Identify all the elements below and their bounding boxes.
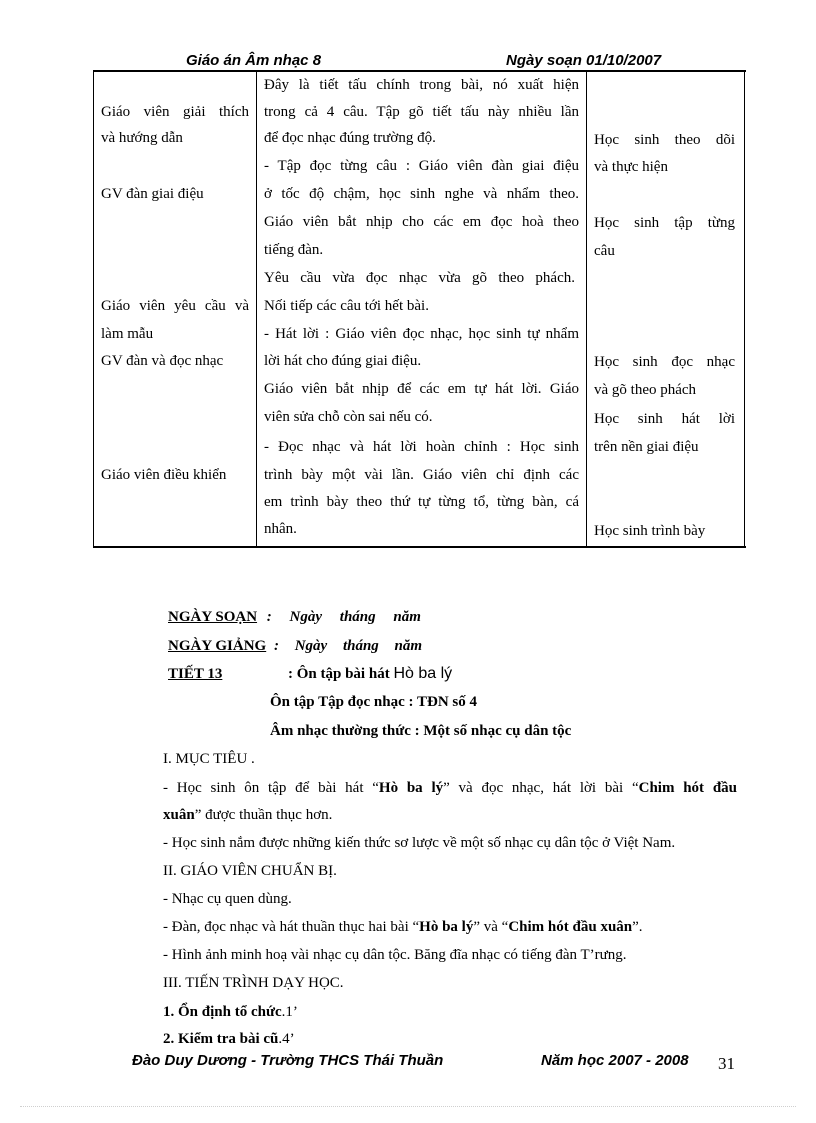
col2-line: Yêu cầu vừa đọc nhạc vừa gõ theo phách. [264, 270, 575, 286]
col2-line: trong cả 4 câu. Tập gõ tiết tấu này nhiều lần [264, 104, 579, 120]
tt1-time: .1’ [281, 1004, 298, 1020]
cb2-text-c: ”. [632, 919, 643, 935]
col2-line: em trình bày theo thứ tự từng tổ, từng bàn, cá [264, 494, 579, 510]
col1-line: Giáo viên điều khiển [101, 467, 227, 483]
tiet-line-3: Âm nhạc thường thức : Một số nhạc cụ dân tộc [270, 723, 572, 739]
col2-line: nhân. [264, 521, 297, 537]
table-bottom-border [93, 546, 746, 548]
mt1-song-2a: Chim hót đầu [638, 780, 737, 796]
tiet-line-1 [288, 665, 452, 683]
chuan-bi-item-3: - Hình ảnh minh hoạ vài nhạc cụ dân tộc. Băng đĩa nhạc có tiếng đàn T’rưng. [163, 947, 627, 963]
col2-line: - Tập đọc từng câu : Giáo viên đàn giai điệu [264, 158, 579, 174]
chuan-bi-item-1: - Nhạc cụ quen dùng. [163, 891, 292, 907]
section-chuan-bi: II. GIÁO VIÊN CHUẨN BỊ. [163, 863, 337, 879]
header-date: Ngày soạn 01/10/2007 [506, 52, 662, 69]
col2-line: Giáo viên bắt nhịp để các em tự hát lời. Giáo [264, 381, 579, 397]
cb2-song-2: Chim hót đầu xuân [508, 919, 633, 935]
muc-tieu-item-1 [163, 779, 737, 797]
ngay-soan-value: : Ngày tháng năm [266, 609, 421, 625]
ngay-soan-label: NGÀY SOẠN [168, 609, 258, 625]
table-left-border [93, 70, 94, 548]
col2-line: - Đọc nhạc và hát lời hoàn chỉnh : Học sinh [264, 439, 579, 455]
tiet-line1-song: Hò ba lý [393, 665, 453, 682]
table-col-divider-2 [586, 70, 587, 548]
cb2-song-1: Hò ba lý [419, 919, 474, 935]
col3-line: Học sinh đọc nhạc [594, 354, 735, 370]
tien-trinh-item-2 [163, 1030, 295, 1048]
muc-tieu-item-1-cont [163, 806, 332, 824]
tiet-label [168, 665, 222, 683]
col2-line: tiếng đàn. [264, 242, 324, 258]
mt1-song-2b: xuân [163, 807, 195, 823]
tt2-time: .4’ [278, 1031, 295, 1047]
col1-line: GV đàn giai điệu [101, 186, 204, 202]
mt1-song-1: Hò ba lý [378, 780, 444, 796]
col2-line: lời hát cho đúng giai điệu. [264, 353, 422, 369]
tiet-number: TIẾT 13 [168, 666, 223, 682]
tien-trinh-item-1 [163, 1003, 298, 1021]
col3-line: câu [594, 243, 615, 259]
tt2-label: 2. Kiểm tra bài cũ [163, 1031, 279, 1047]
col2-line: - Hát lời : Giáo viên đọc nhạc, học sinh tự nhẩm [264, 326, 579, 342]
col2-line: Đây là tiết tấu chính trong bài, nó xuất hiện [264, 77, 579, 93]
col3-line: Học sinh tập từng [594, 215, 735, 231]
mt1-text-b: ” và đọc nhạc, hát lời bài “ [443, 780, 639, 796]
col2-line: viên sửa chỗ còn sai nếu có. [264, 409, 433, 425]
footer-author: Đào Duy Dương - Trường THCS Thái Thuần [132, 1052, 444, 1069]
col2-line: ở tốc độ chậm, học sinh nghe và nhẩm theo. [264, 186, 579, 202]
table-right-border [744, 70, 745, 548]
col1-line: GV đàn và đọc nhạc [101, 353, 224, 369]
col1-line: Giáo viên yêu cầu và [101, 298, 249, 314]
mt1-text-a: - Học sinh ôn tập để bài hát “ [163, 780, 379, 796]
col1-line: làm mẫu [101, 326, 154, 342]
section-tien-trinh: III. TIẾN TRÌNH DẠY HỌC. [163, 975, 344, 991]
section-muc-tieu: I. MỤC TIÊU . [163, 751, 255, 767]
ngay-giang-label: NGÀY GIẢNG [168, 638, 267, 654]
ngay-giang-row [168, 637, 422, 655]
col3-line: trên nền giai điệu [594, 439, 699, 455]
col3-line: và gõ theo phách [594, 382, 697, 398]
col3-line: Học sinh trình bày [594, 523, 706, 539]
table-top-border [93, 70, 746, 72]
mt1-text-c: ” được thuần thục hơn. [194, 807, 333, 823]
footer-school-year: Năm học 2007 - 2008 [541, 1052, 689, 1069]
col3-line: Học sinh theo dõi [594, 132, 735, 148]
col2-line: trình bày một vài lần. Giáo viên chỉ định các [264, 467, 579, 483]
tiet-line1-prefix: : Ôn tập bài hát [288, 666, 390, 682]
table-col-divider-1 [256, 70, 257, 548]
col3-line: Học sinh hát lời [594, 411, 735, 427]
col2-line: để đọc nhạc đúng trường độ. [264, 130, 436, 146]
chuan-bi-item-2 [163, 918, 643, 936]
col1-line: Giáo viên giải thích [101, 104, 249, 120]
tt1-label: 1. Ổn định tổ chức [163, 1004, 282, 1020]
col2-line: Giáo viên bắt nhịp cho các em đọc hoà theo [264, 214, 579, 230]
header-doc-title: Giáo án Âm nhạc 8 [186, 52, 322, 69]
muc-tieu-item-2: - Học sinh nắm được những kiến thức sơ lược về một số nhạc cụ dân tộc ở Việt Nam. [163, 835, 676, 851]
page-bottom-rule [20, 1106, 796, 1107]
ngay-soan-row [168, 608, 421, 626]
tiet-line-2: Ôn tập Tập đọc nhạc : TĐN số 4 [270, 694, 477, 710]
cb2-text-a: - Đàn, đọc nhạc và hát thuần thục hai bài “ [163, 919, 420, 935]
ngay-giang-value: : Ngày tháng năm [273, 638, 423, 654]
cb2-text-b: ” và “ [473, 919, 509, 935]
col1-line: và hướng dẫn [101, 130, 183, 146]
col2-line: Nối tiếp các câu tới hết bài. [264, 298, 429, 314]
page-number: 31 [718, 1054, 735, 1073]
col3-line: và thực hiện [594, 159, 668, 175]
